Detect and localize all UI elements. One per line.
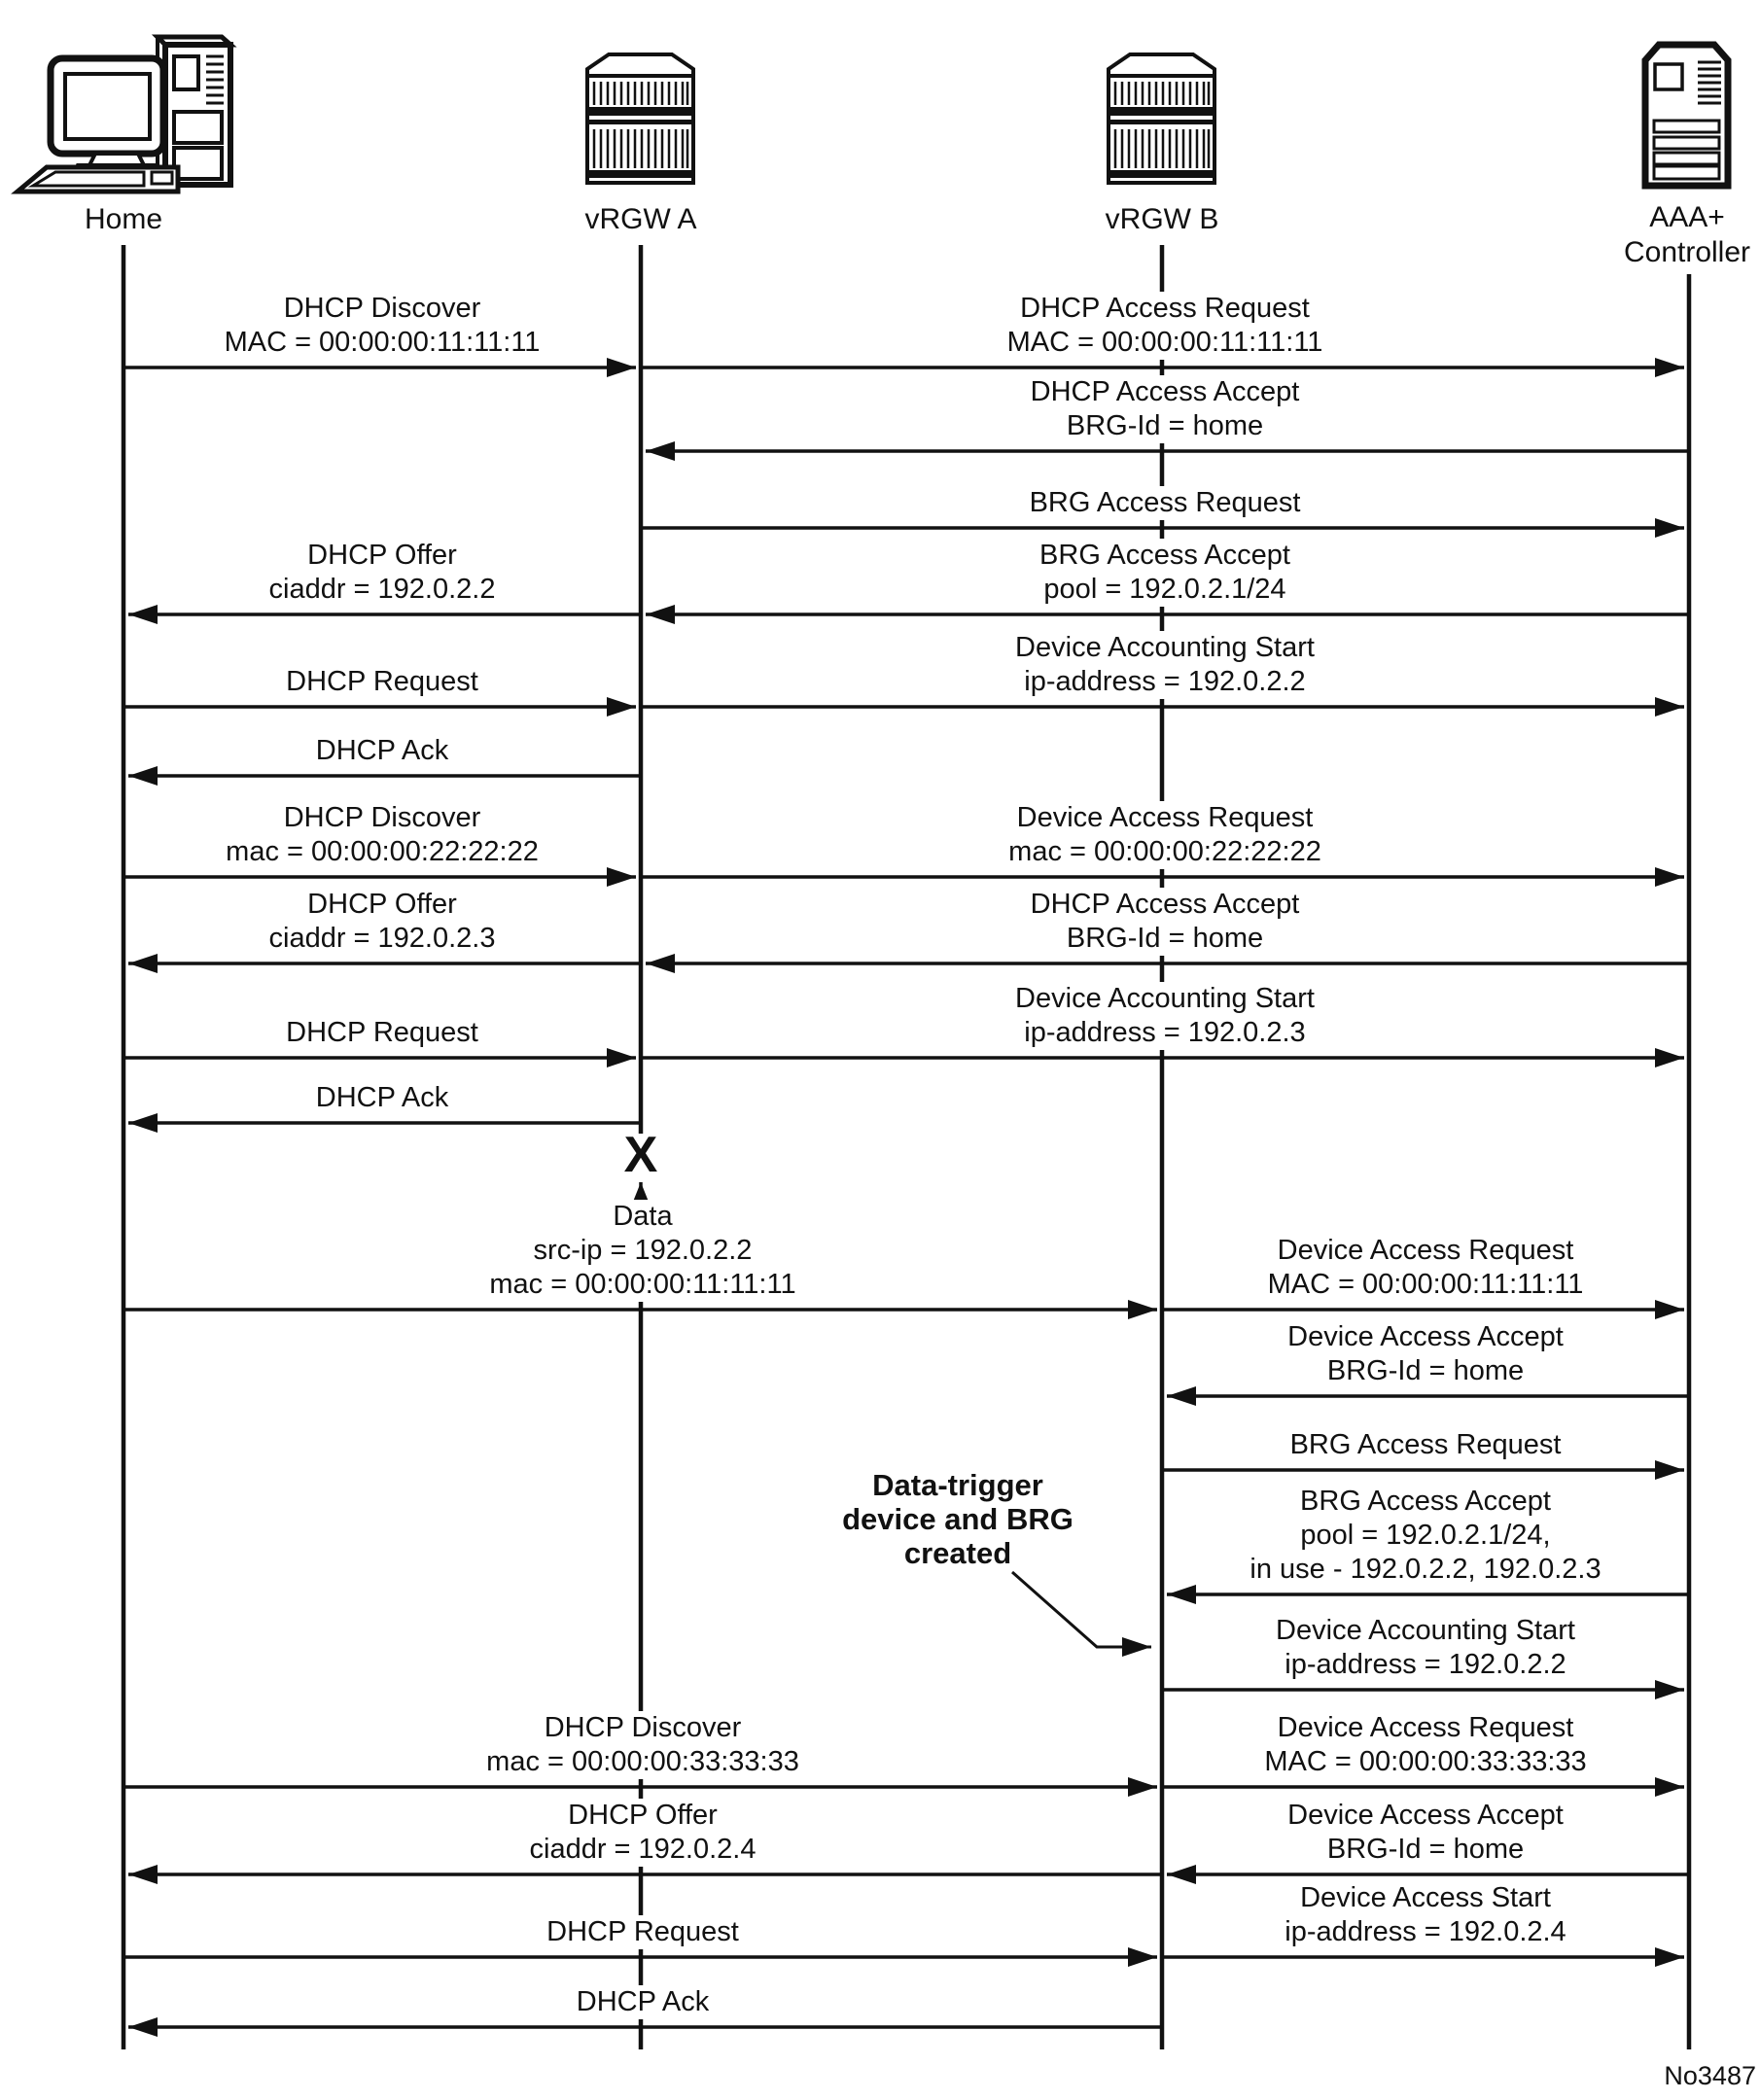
message-label [219, 801, 546, 869]
message-line: ip-address = 192.0.2.2 [1024, 666, 1306, 697]
message-line: DHCP Request [286, 666, 478, 697]
message-line: in use - 192.0.2.2, 192.0.2.3 [1250, 1554, 1602, 1585]
message-line: Data [613, 1201, 673, 1232]
message-line: Device Access Request [1016, 802, 1314, 833]
message-label [482, 1200, 802, 1302]
message-line: BRG-Id = home [1326, 1834, 1525, 1865]
message-line: DHCP Offer [307, 540, 457, 571]
message-line: Device Accounting Start [1015, 983, 1315, 1014]
message-line: BRG Access Accept [1039, 540, 1290, 571]
message-label [1023, 486, 1308, 520]
message-line: BRG-Id = home [1066, 923, 1264, 954]
message-line: DHCP Ack [315, 1082, 449, 1113]
message-line: DHCP Offer [568, 1800, 718, 1831]
message-label [1257, 1711, 1593, 1779]
message-line: DHCP Access Request [1020, 293, 1310, 324]
message-label [1269, 1614, 1582, 1682]
message-label [1024, 375, 1307, 443]
message-label [523, 1799, 763, 1867]
message-label [479, 1711, 806, 1779]
message-label [1024, 888, 1307, 956]
message-line: Device Access Start [1300, 1882, 1551, 1913]
annotation-line: device and BRG [842, 1502, 1074, 1536]
message-line: BRG Access Request [1029, 487, 1301, 518]
message-label [218, 292, 547, 360]
message-line: Device Access Accept [1287, 1321, 1564, 1352]
message-label [1281, 1799, 1570, 1867]
message-line: DHCP Offer [307, 889, 457, 920]
message-line: mac = 00:00:00:22:22:22 [226, 836, 539, 867]
message-line: DHCP Access Accept [1030, 376, 1300, 407]
message-label [1002, 801, 1328, 869]
message-line: DHCP Ack [576, 1986, 710, 2017]
message-label [1281, 1320, 1570, 1388]
message-label [309, 734, 455, 768]
message-line: mac = 00:00:00:22:22:22 [1008, 836, 1321, 867]
annotation-line: Data-trigger [872, 1468, 1043, 1502]
message-line: ip-address = 192.0.2.2 [1285, 1649, 1566, 1680]
message-line: ciaddr = 192.0.2.2 [268, 574, 496, 605]
message-line: ip-address = 192.0.2.3 [1024, 1017, 1306, 1048]
message-label [1278, 1881, 1572, 1949]
message-line: Device Access Accept [1287, 1800, 1564, 1831]
message-line: DHCP Request [546, 1916, 739, 1947]
actor-label-aaa-controller [1624, 200, 1750, 270]
message-line: MAC = 00:00:00:11:11:11 [1267, 1269, 1584, 1300]
actor-label-home: Home [84, 203, 163, 235]
actor-label-aaa-line1: AAA+ [1649, 201, 1725, 233]
message-line: DHCP Access Accept [1030, 889, 1300, 920]
failure-x-mark: X [623, 1127, 658, 1183]
message-line: BRG-Id = home [1066, 410, 1264, 441]
message-line: DHCP Request [286, 1017, 478, 1048]
message-line: Device Access Request [1277, 1235, 1574, 1266]
message-label [570, 1985, 716, 2019]
message-label [1243, 1485, 1607, 1587]
message-label [263, 888, 503, 956]
message-line: DHCP Discover [283, 293, 481, 324]
message-line: ciaddr = 192.0.2.3 [268, 923, 496, 954]
message-label [1008, 982, 1321, 1050]
message-line: Device Accounting Start [1276, 1615, 1575, 1646]
figure-number: No3487 [1664, 2061, 1756, 2090]
message-label [263, 539, 503, 607]
message-line: DHCP Ack [315, 735, 449, 766]
message-line: mac = 00:00:00:33:33:33 [486, 1746, 799, 1777]
actor-label-vrgw-b: vRGW B [1105, 203, 1219, 235]
message-line: BRG Access Accept [1300, 1486, 1551, 1517]
message-line: mac = 00:00:00:11:11:11 [489, 1269, 796, 1300]
message-label [279, 1016, 485, 1050]
message-label [1261, 1234, 1591, 1302]
message-label [1284, 1428, 1568, 1462]
message-line: Device Accounting Start [1015, 632, 1315, 663]
message-line: DHCP Discover [283, 802, 481, 833]
actor-label-vrgw-a: vRGW A [584, 203, 697, 235]
message-line: Device Access Request [1277, 1712, 1574, 1743]
message-line: BRG Access Request [1289, 1429, 1562, 1460]
message-label [1008, 631, 1321, 699]
message-line: src-ip = 192.0.2.2 [533, 1235, 753, 1266]
message-line: MAC = 00:00:00:11:11:11 [224, 327, 541, 358]
message-label [1033, 539, 1297, 607]
message-line: MAC = 00:00:00:11:11:11 [1006, 327, 1323, 358]
message-line: BRG-Id = home [1326, 1355, 1525, 1386]
message-line: DHCP Discover [544, 1712, 742, 1743]
message-line: ciaddr = 192.0.2.4 [529, 1834, 757, 1865]
message-line: pool = 192.0.2.1/24 [1043, 574, 1286, 605]
annotation-line: created [903, 1536, 1012, 1570]
message-line: pool = 192.0.2.1/24, [1300, 1520, 1551, 1551]
message-label [279, 665, 485, 699]
message-line: ip-address = 192.0.2.4 [1285, 1916, 1566, 1947]
actor-label-aaa-line2: Controller [1623, 236, 1751, 268]
message-label [540, 1915, 746, 1949]
message-label [1001, 292, 1330, 360]
data-trigger-annotation [842, 1468, 1074, 1570]
message-label [309, 1081, 455, 1115]
message-line: MAC = 00:00:00:33:33:33 [1264, 1746, 1587, 1777]
